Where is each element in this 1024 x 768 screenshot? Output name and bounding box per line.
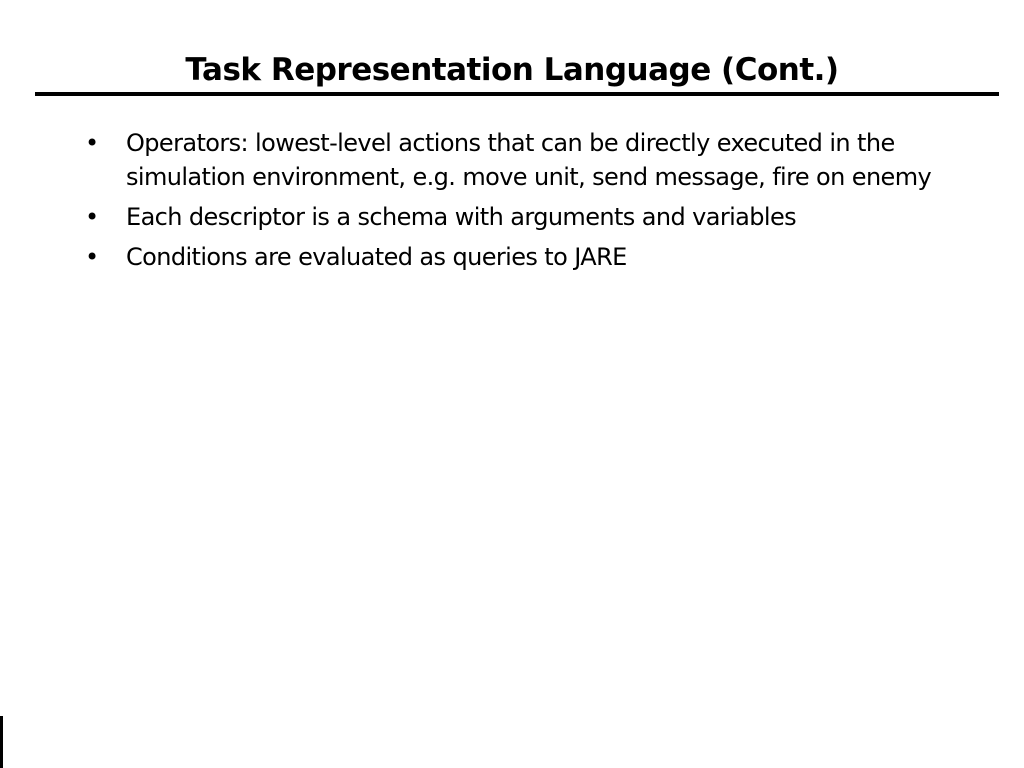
title-underline-rule — [35, 92, 999, 96]
left-edge-mark — [0, 716, 3, 768]
bullet-text: Conditions are evaluated as queries to JARE — [126, 243, 627, 271]
bullet-dot-icon: • — [85, 129, 99, 157]
bullet-dot-icon: • — [85, 243, 99, 271]
bullet-item — [85, 240, 945, 274]
bullet-dot-icon: • — [85, 203, 99, 231]
bullet-text: Each descriptor is a schema with arguments and variables — [126, 203, 797, 231]
bullet-list — [85, 126, 945, 280]
slide-title: Task Representation Language (Cont.) — [185, 52, 839, 88]
bullet-text: Operators: lowest-level actions that can be directly executed in the simulation environment, e.g. move unit, send message, fire on enemy — [126, 129, 932, 191]
bullet-item — [85, 126, 945, 194]
bullet-item — [85, 200, 945, 234]
